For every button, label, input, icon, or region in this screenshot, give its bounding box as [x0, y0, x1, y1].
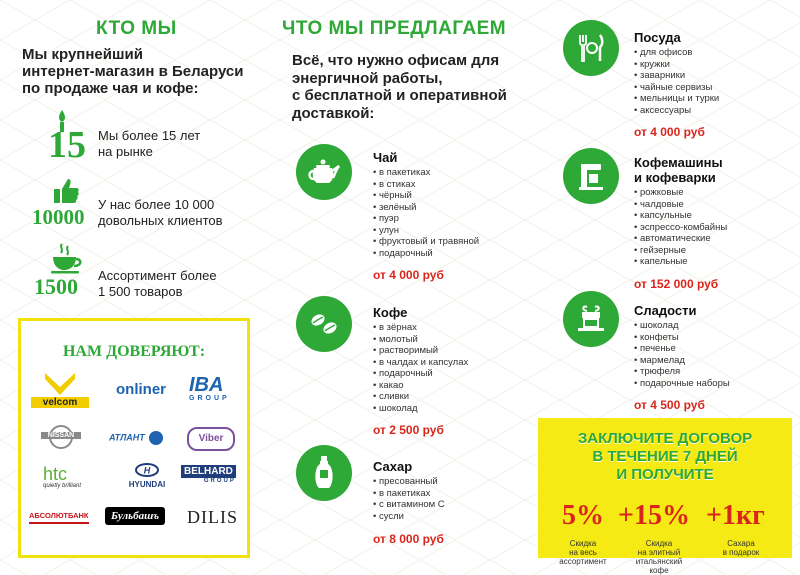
trusted-by-panel [18, 318, 250, 558]
product-items [373, 167, 479, 259]
product-item: • автоматические [634, 233, 727, 245]
offer-intro-line: с бесплатной и оперативной [292, 87, 507, 104]
svg-text:H: H [143, 465, 151, 476]
product-item: • аксессуары [634, 105, 719, 117]
product-items [373, 322, 468, 414]
product-title: Кофемашины [634, 155, 723, 170]
offer-intro [292, 52, 532, 122]
logo-text: NISSAN [41, 432, 81, 439]
promo-caption-line: на элитный [637, 548, 681, 557]
product-title: и кофеварки [634, 170, 716, 185]
teapot-icon [296, 144, 352, 200]
promo-caption-sugar [710, 539, 772, 557]
offer-intro-line: энергичной работы, [292, 69, 443, 87]
product-item: • в стиках [373, 179, 479, 191]
product-item: • подарочный [373, 248, 479, 260]
stat-line: У нас более 10 000 [98, 197, 215, 212]
logo-text: Viber [198, 433, 224, 444]
product-price: от 4 000 руб [634, 125, 705, 139]
promo-caption-coffee [628, 539, 690, 575]
product-item: • шоколад [373, 403, 468, 415]
logo-text: IBA [189, 374, 224, 396]
product-item: • какао [373, 380, 468, 392]
offer-intro-line: Всё, что нужно офисам для [292, 52, 500, 69]
product-item: • чайные сервизы [634, 82, 719, 94]
product-item: • капельные [634, 256, 727, 268]
product-items [634, 47, 719, 116]
logo-text: АТЛАНТ [109, 432, 145, 443]
product-item: • сусли [373, 511, 445, 523]
product-item: • растворимый [373, 345, 468, 357]
promo-caption-line: Скидка [645, 539, 673, 548]
logo-text: BELHARD [181, 465, 236, 478]
logo-dilis: DILIS [187, 507, 238, 527]
product-coffee-machines [634, 155, 727, 291]
product-title: Чай [373, 150, 398, 165]
logo-text: htc [43, 464, 68, 484]
promo-offer-coffee: +15% [618, 500, 690, 531]
product-item: • в пакетиках [373, 167, 479, 179]
about-intro-line: Мы крупнейший [22, 46, 143, 63]
product-items [634, 320, 730, 389]
product-item: • рожковые [634, 187, 727, 199]
promo-caption-line: на весь [569, 548, 597, 557]
logo-htc [43, 465, 81, 489]
promo-caption-line: итальянский [635, 557, 683, 566]
product-item: • сливки [373, 391, 468, 403]
promo-caption-line: Сахара [727, 539, 755, 548]
stat-line: довольных клиентов [98, 213, 223, 228]
product-item: • заварники [634, 70, 719, 82]
logo-subtext: GROUP [203, 478, 236, 484]
product-item: • мельницы и турки [634, 93, 719, 105]
stat-years-number: 15 [48, 124, 86, 166]
product-item: • в пакетиках [373, 488, 445, 500]
product-item: • мармелад [634, 355, 730, 367]
logo-atlant [109, 431, 163, 445]
product-item: • улун [373, 225, 479, 237]
promo-heading-line: ЗАКЛЮЧИТЕ ДОГОВОР [577, 430, 753, 447]
product-item: • шоколад [634, 320, 730, 332]
product-price: от 2 500 руб [373, 423, 444, 437]
stat-assortment-text [98, 268, 217, 300]
atlant-globe-icon [149, 431, 163, 445]
promo-heading-line: В ТЕЧЕНИЕ 7 ДНЕЙ [592, 448, 738, 465]
logo-subtext: GROUP [189, 395, 230, 402]
coffee-beans-icon [296, 296, 352, 352]
product-item: • пуэр [373, 213, 479, 225]
promo-caption-line: в подарок [722, 548, 760, 557]
stat-years-text [98, 128, 200, 160]
product-title: Сладости [634, 303, 697, 318]
sugar-bowl-icon [296, 445, 352, 501]
hyundai-emblem-icon [135, 463, 159, 477]
logo-hyundai [117, 463, 177, 489]
trusted-by-title: НАМ ДОВЕРЯЮТ: [62, 343, 206, 360]
product-items [373, 476, 445, 522]
cutlery-icon [563, 20, 619, 76]
product-item: • трюфеля [634, 366, 730, 378]
promo-heading-line: И ПОЛУЧИТЕ [616, 466, 714, 483]
promo-offer-discount: 5% [562, 500, 604, 531]
product-sugar [373, 459, 445, 546]
product-title: Сахар [373, 459, 413, 474]
logo-absolutbank: АБСОЛЮТБАНК [29, 511, 89, 524]
product-item: • фруктовый и травяной [373, 236, 479, 248]
product-tableware [634, 30, 719, 139]
product-item: • в чалдах и капсулах [373, 357, 468, 369]
product-price: от 4 000 руб [373, 268, 444, 282]
promo-caption-discount [552, 539, 614, 566]
product-coffee [373, 305, 468, 437]
stat-line: Ассортимент более [98, 268, 217, 283]
product-item: • капсульные [634, 210, 727, 222]
product-item: • с витамином С [373, 499, 445, 511]
product-price: от 152 000 руб [634, 276, 719, 291]
coffee-machine-icon [563, 148, 619, 204]
product-item: • конфеты [634, 332, 730, 344]
logo-nissan [41, 425, 81, 451]
logo-subtext: quietly brilliant [43, 483, 82, 489]
product-tea [373, 150, 479, 282]
product-price: от 8 000 руб [373, 532, 444, 546]
product-sweets [634, 303, 730, 412]
promo-heading [538, 430, 792, 484]
gift-cake-icon [563, 291, 619, 347]
stat-line: на рынке [98, 144, 153, 159]
product-item: • печенье [634, 343, 730, 355]
product-item: • в зёрнах [373, 322, 468, 334]
stat-clients-text [98, 197, 223, 229]
product-items [634, 187, 727, 268]
promo-banner [538, 418, 792, 575]
logo-text: velcom [31, 397, 89, 408]
about-title: КТО МЫ [96, 18, 177, 39]
product-title: Кофе [373, 305, 408, 320]
stat-clients-number: 10000 [32, 205, 85, 229]
product-item: • чалдовые [634, 199, 727, 211]
stat-line: 1 500 товаров [98, 284, 183, 299]
product-item: • эспрессо-комбайны [634, 222, 727, 234]
logo-belhard [181, 465, 236, 484]
promo-caption-line: ассортимент [559, 557, 607, 566]
product-item: • подарочный [373, 368, 468, 380]
offer-title: ЧТО МЫ ПРЕДЛАГАЕМ [282, 18, 507, 39]
promo-caption-line: кофе [649, 566, 669, 575]
product-item: • гейзерные [634, 245, 727, 257]
logo-bulbash: Бульбашъ [105, 507, 165, 525]
product-item: • молотый [373, 334, 468, 346]
about-intro [22, 46, 262, 97]
logo-viber [187, 427, 235, 451]
product-item: • кружки [634, 59, 719, 71]
product-item: • пресованный [373, 476, 445, 488]
about-intro-line: интернет-магазин в Беларуси [22, 63, 244, 80]
offer-intro-line: доставкой: [292, 104, 375, 122]
logo-velcom [31, 373, 89, 413]
stat-assortment-number: 1500 [34, 274, 78, 299]
product-price: от 4 500 руб [634, 398, 705, 412]
promo-offer-sugar: +1кг [706, 500, 765, 531]
logo-text: HYUNDAI [128, 480, 166, 489]
stat-line: Мы более 15 лет [98, 128, 201, 143]
about-intro-line: по продаже чая и кофе: [22, 80, 199, 97]
product-title: Посуда [634, 30, 681, 45]
product-item: • подарочные наборы [634, 378, 730, 390]
logo-iba [189, 375, 230, 402]
product-item: • чёрный [373, 190, 479, 202]
product-item: • зелёный [373, 202, 479, 214]
product-item: • для офисов [634, 47, 719, 59]
promo-caption-line: Скидка [569, 539, 597, 548]
logo-onliner: onliner [116, 381, 167, 398]
